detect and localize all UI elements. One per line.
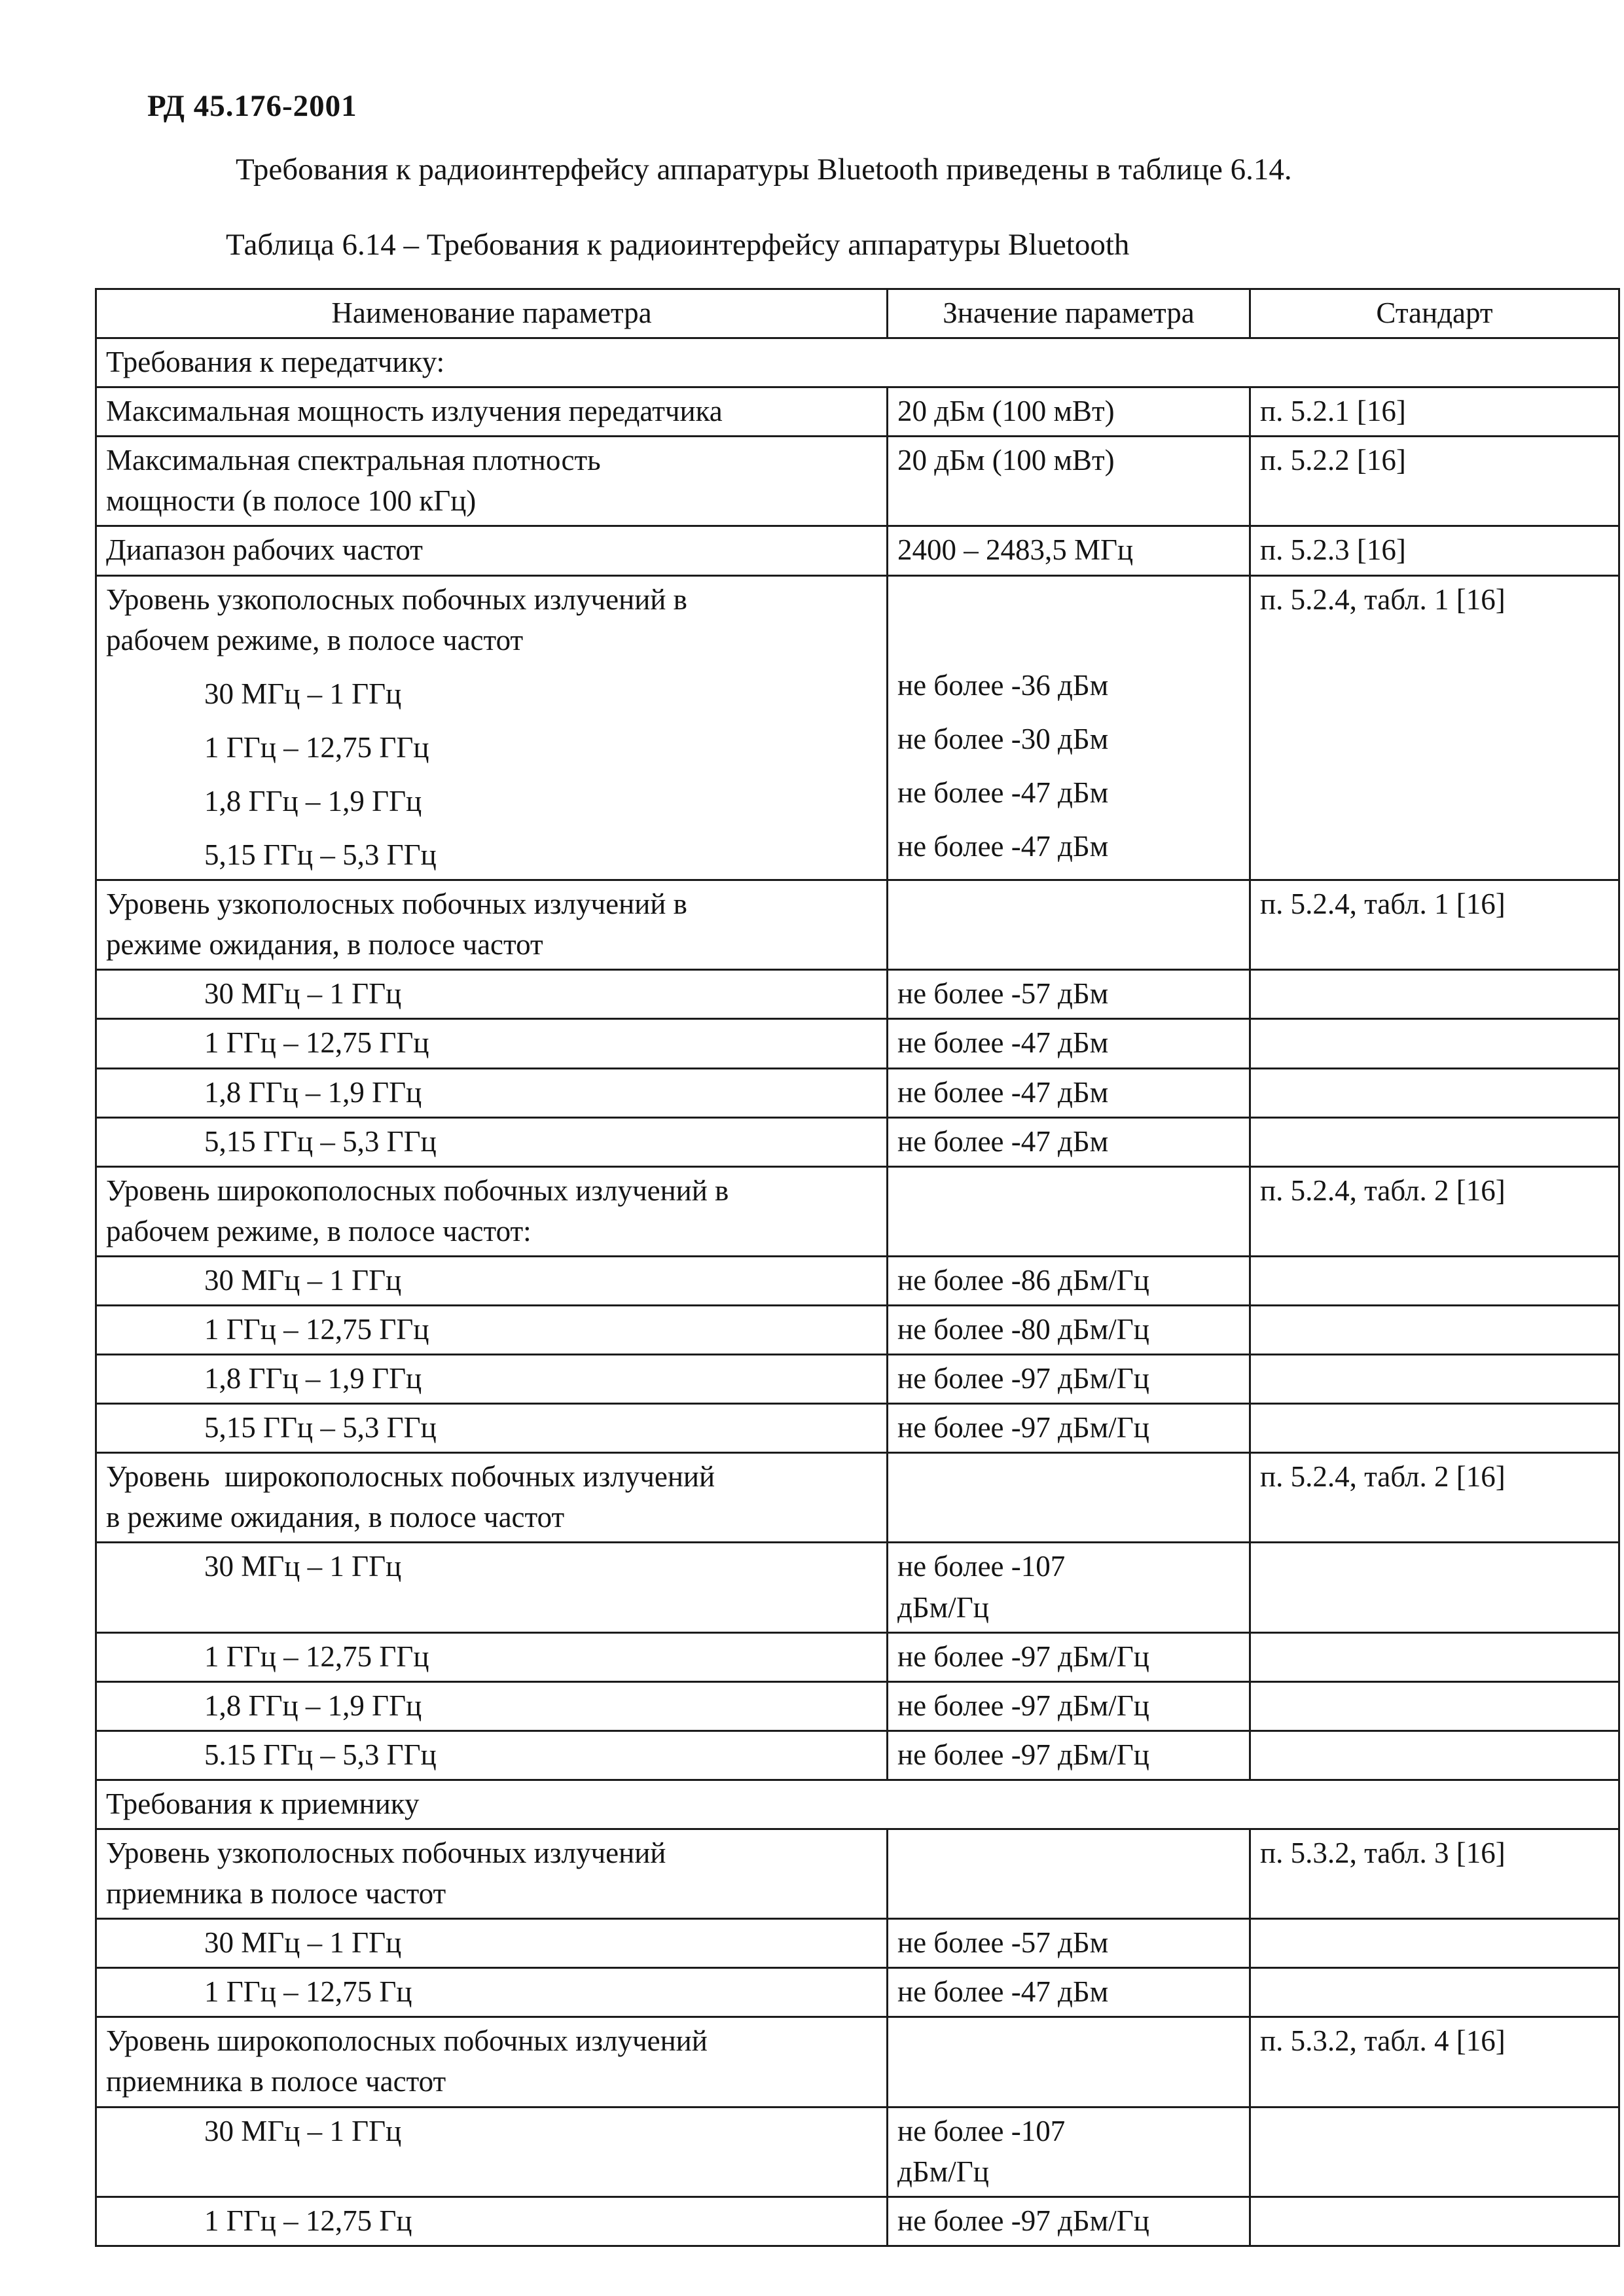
param-name-line: Уровень узкополосных побочных излучений — [106, 1837, 666, 1869]
band-label — [96, 2107, 888, 2197]
band-label-text: 30 МГц – 1 ГГц — [204, 977, 402, 1011]
band-value: не более -97 дБм/Гц — [888, 1632, 1250, 1681]
param-standard: п. 5.2.2 [16] — [1250, 437, 1619, 526]
band-label — [96, 1256, 888, 1305]
param-standard: п. 5.2.4, табл. 1 [16] — [1250, 575, 1619, 880]
table-row — [96, 1019, 1619, 1068]
param-name-line: рабочем режиме, в полосе частот — [106, 623, 524, 656]
column-header-parameter: Наименование параметра — [96, 289, 888, 338]
table-row — [96, 1632, 1619, 1681]
param-name — [96, 1453, 888, 1543]
band-value: не более -47 дБм — [888, 1068, 1250, 1117]
band-value-line: не более -107 — [897, 1550, 1066, 1583]
param-name-line: режиме ожидания, в полосе частот — [106, 928, 543, 961]
empty-cell — [1250, 1919, 1619, 1968]
param-name: Максимальная мощность излучения передатчика — [96, 387, 888, 437]
empty-cell — [1250, 1632, 1619, 1681]
table-row — [96, 1919, 1619, 1968]
band-label: 1,8 ГГц – 1,9 ГГц — [204, 784, 422, 817]
band-value — [888, 2107, 1250, 2197]
table-row — [96, 1968, 1619, 2017]
empty-cell — [1250, 1068, 1619, 1117]
band-label-text: 30 МГц – 1 ГГц — [204, 1263, 402, 1297]
empty-cell — [1250, 2107, 1619, 2197]
table-row — [96, 437, 1619, 526]
band-label-text: 1,8 ГГц – 1,9 ГГц — [204, 1362, 422, 1395]
param-value: 20 дБм (100 мВт) — [888, 437, 1250, 526]
param-name-line: рабочем режиме, в полосе частот: — [106, 1214, 532, 1247]
empty-cell — [1250, 1355, 1619, 1404]
param-value — [888, 575, 1250, 880]
band-value-line: дБм/Гц — [897, 1590, 989, 1624]
table-row — [96, 2197, 1619, 2246]
intro-paragraph: Требования к радиоинтерфейсу аппаратуры Bluetooth приведены в таблице 6.14. — [236, 152, 1292, 187]
band-value: не более -57 дБм — [888, 1919, 1250, 1968]
table-row — [96, 1681, 1619, 1731]
param-name — [96, 437, 888, 526]
band-label — [96, 970, 888, 1019]
document-number: РД 45.176-2001 — [147, 89, 357, 123]
section-title-receiver: Требования к приемнику — [96, 1780, 1619, 1829]
param-value — [888, 880, 1250, 970]
band-value: не более -86 дБм/Гц — [888, 1256, 1250, 1305]
empty-cell — [1250, 1681, 1619, 1731]
band-label-text: 30 МГц – 1 ГГц — [204, 2114, 402, 2147]
table-row — [96, 1731, 1619, 1780]
band-value: не более -47 дБм — [888, 1019, 1250, 1068]
band-label-text: 1,8 ГГц – 1,9 ГГц — [204, 1075, 422, 1109]
band-label-text: 1 ГГц – 12,75 ГГц — [204, 1640, 429, 1673]
table-row — [96, 880, 1619, 970]
section-row-transmitter — [96, 338, 1619, 387]
param-value — [888, 1166, 1250, 1256]
table-row — [96, 1068, 1619, 1117]
param-name-line: приемника в полосе частот — [106, 1877, 446, 1910]
table-row — [96, 1404, 1619, 1453]
param-value: 2400 – 2483,5 МГц — [888, 526, 1250, 575]
param-name-line: Уровень широкополосных побочных излучений — [106, 1460, 715, 1494]
band-label — [96, 1019, 888, 1068]
band-value: не более -47 дБм — [888, 1117, 1250, 1166]
band-label-text: 30 МГц – 1 ГГц — [204, 1550, 402, 1583]
table-row — [96, 2107, 1619, 2197]
band-value: не более -97 дБм/Гц — [888, 1404, 1250, 1453]
param-value — [888, 2017, 1250, 2107]
table-row — [96, 1543, 1619, 1632]
param-name-line: Уровень узкополосных побочных излучений в — [106, 888, 687, 921]
param-standard: п. 5.2.4, табл. 1 [16] — [1250, 880, 1619, 970]
band-label — [96, 1968, 888, 2017]
table-header-row — [96, 289, 1619, 338]
param-value — [888, 1829, 1250, 1919]
band-value: не более -97 дБм/Гц — [888, 2197, 1250, 2246]
band-value — [888, 1543, 1250, 1632]
param-name: Диапазон рабочих частот — [96, 526, 888, 575]
param-name-line: приемника в полосе частот — [106, 2065, 446, 2098]
band-label — [96, 1543, 888, 1632]
band-value: не более -97 дБм/Гц — [888, 1731, 1250, 1780]
band-label-text: 30 МГц – 1 ГГц — [204, 1926, 402, 1960]
table-row — [96, 2017, 1619, 2107]
param-standard: п. 5.3.2, табл. 4 [16] — [1250, 2017, 1619, 2107]
band-label-text: 1 ГГц – 12,75 ГГц — [204, 1312, 429, 1346]
empty-cell — [1250, 1731, 1619, 1780]
empty-cell — [1250, 1968, 1619, 2017]
param-standard: п. 5.2.3 [16] — [1250, 526, 1619, 575]
table-row — [96, 1829, 1619, 1919]
table-row — [96, 575, 1619, 880]
band-label-text: 5,15 ГГц – 5,3 ГГц — [204, 1124, 437, 1158]
param-name-line: мощности (в полосе 100 кГц) — [106, 484, 477, 518]
table-row — [96, 1117, 1619, 1166]
param-name — [96, 575, 888, 880]
table-row — [96, 1166, 1619, 1256]
band-label-text: 1 ГГц – 12,75 Гц — [204, 2204, 412, 2237]
empty-cell — [1250, 1404, 1619, 1453]
band-value: не более -97 дБм/Гц — [888, 1681, 1250, 1731]
band-value: не более -47 дБм — [888, 1968, 1250, 2017]
empty-cell — [1250, 1256, 1619, 1305]
param-value: 20 дБм (100 мВт) — [888, 387, 1250, 437]
band-label: 1 ГГц – 12,75 ГГц — [204, 730, 429, 764]
param-standard: п. 5.3.2, табл. 3 [16] — [1250, 1829, 1619, 1919]
band-value: не более -47 дБм — [897, 829, 1109, 863]
table-caption: Таблица 6.14 – Требования к радиоинтерфейсу аппаратуры Bluetooth — [226, 228, 1130, 262]
empty-cell — [1250, 2197, 1619, 2246]
param-name — [96, 1166, 888, 1256]
table-row — [96, 1453, 1619, 1543]
param-name — [96, 2017, 888, 2107]
section-title-transmitter: Требования к передатчику: — [96, 338, 1619, 387]
param-standard: п. 5.2.4, табл. 2 [16] — [1250, 1166, 1619, 1256]
band-label — [96, 1919, 888, 1968]
param-name-line: Уровень узкополосных побочных излучений в — [106, 583, 687, 616]
band-label-text: 1 ГГц – 12,75 Гц — [204, 1975, 412, 2009]
band-value-line: не более -107 — [897, 2114, 1066, 2147]
param-name-line: Уровень широкополосных побочных излучений в — [106, 1174, 729, 1207]
band-label — [96, 1305, 888, 1354]
band-label — [96, 1068, 888, 1117]
param-name-line: Уровень широкополосных побочных излучений — [106, 2024, 708, 2058]
band-value: не более -47 дБм — [897, 776, 1109, 809]
param-standard: п. 5.2.4, табл. 2 [16] — [1250, 1453, 1619, 1543]
table-row — [96, 1355, 1619, 1404]
param-standard: п. 5.2.1 [16] — [1250, 387, 1619, 437]
band-value: не более -30 дБм — [897, 722, 1109, 755]
band-label — [96, 1404, 888, 1453]
param-value — [888, 1453, 1250, 1543]
band-value: не более -57 дБм — [888, 970, 1250, 1019]
empty-cell — [1250, 1543, 1619, 1632]
empty-cell — [1250, 1117, 1619, 1166]
band-value: не более -80 дБм/Гц — [888, 1305, 1250, 1354]
band-label — [96, 1632, 888, 1681]
empty-cell — [1250, 1305, 1619, 1354]
bluetooth-requirements-table — [95, 288, 1620, 2247]
band-label-text: 5.15 ГГц – 5,3 ГГц — [204, 1738, 437, 1771]
table-row — [96, 970, 1619, 1019]
band-label-text: 1 ГГц – 12,75 ГГц — [204, 1026, 429, 1060]
table-row — [96, 1256, 1619, 1305]
empty-cell — [1250, 970, 1619, 1019]
param-name-line: в режиме ожидания, в полосе частот — [106, 1501, 565, 1534]
band-label: 5,15 ГГц – 5,3 ГГц — [204, 838, 437, 872]
band-label — [96, 1117, 888, 1166]
empty-cell — [1250, 1019, 1619, 1068]
band-value: не более -36 дБм — [897, 668, 1109, 702]
band-value: не более -97 дБм/Гц — [888, 1355, 1250, 1404]
table-row — [96, 1305, 1619, 1354]
band-label — [96, 1731, 888, 1780]
band-value-line: дБм/Гц — [897, 2155, 989, 2188]
band-label — [96, 1681, 888, 1731]
band-label-text: 5,15 ГГц – 5,3 ГГц — [204, 1411, 437, 1444]
column-header-value: Значение параметра — [888, 289, 1250, 338]
band-label: 30 МГц – 1 ГГц — [204, 677, 402, 710]
param-name — [96, 1829, 888, 1919]
table-row — [96, 387, 1619, 437]
param-name-line: Максимальная спектральная плотность — [106, 444, 601, 477]
section-row-receiver — [96, 1780, 1619, 1829]
column-header-standard: Стандарт — [1250, 289, 1619, 338]
band-label — [96, 2197, 888, 2246]
band-label-text: 1,8 ГГц – 1,9 ГГц — [204, 1689, 422, 1722]
band-label — [96, 1355, 888, 1404]
param-name — [96, 880, 888, 970]
table-row — [96, 526, 1619, 575]
